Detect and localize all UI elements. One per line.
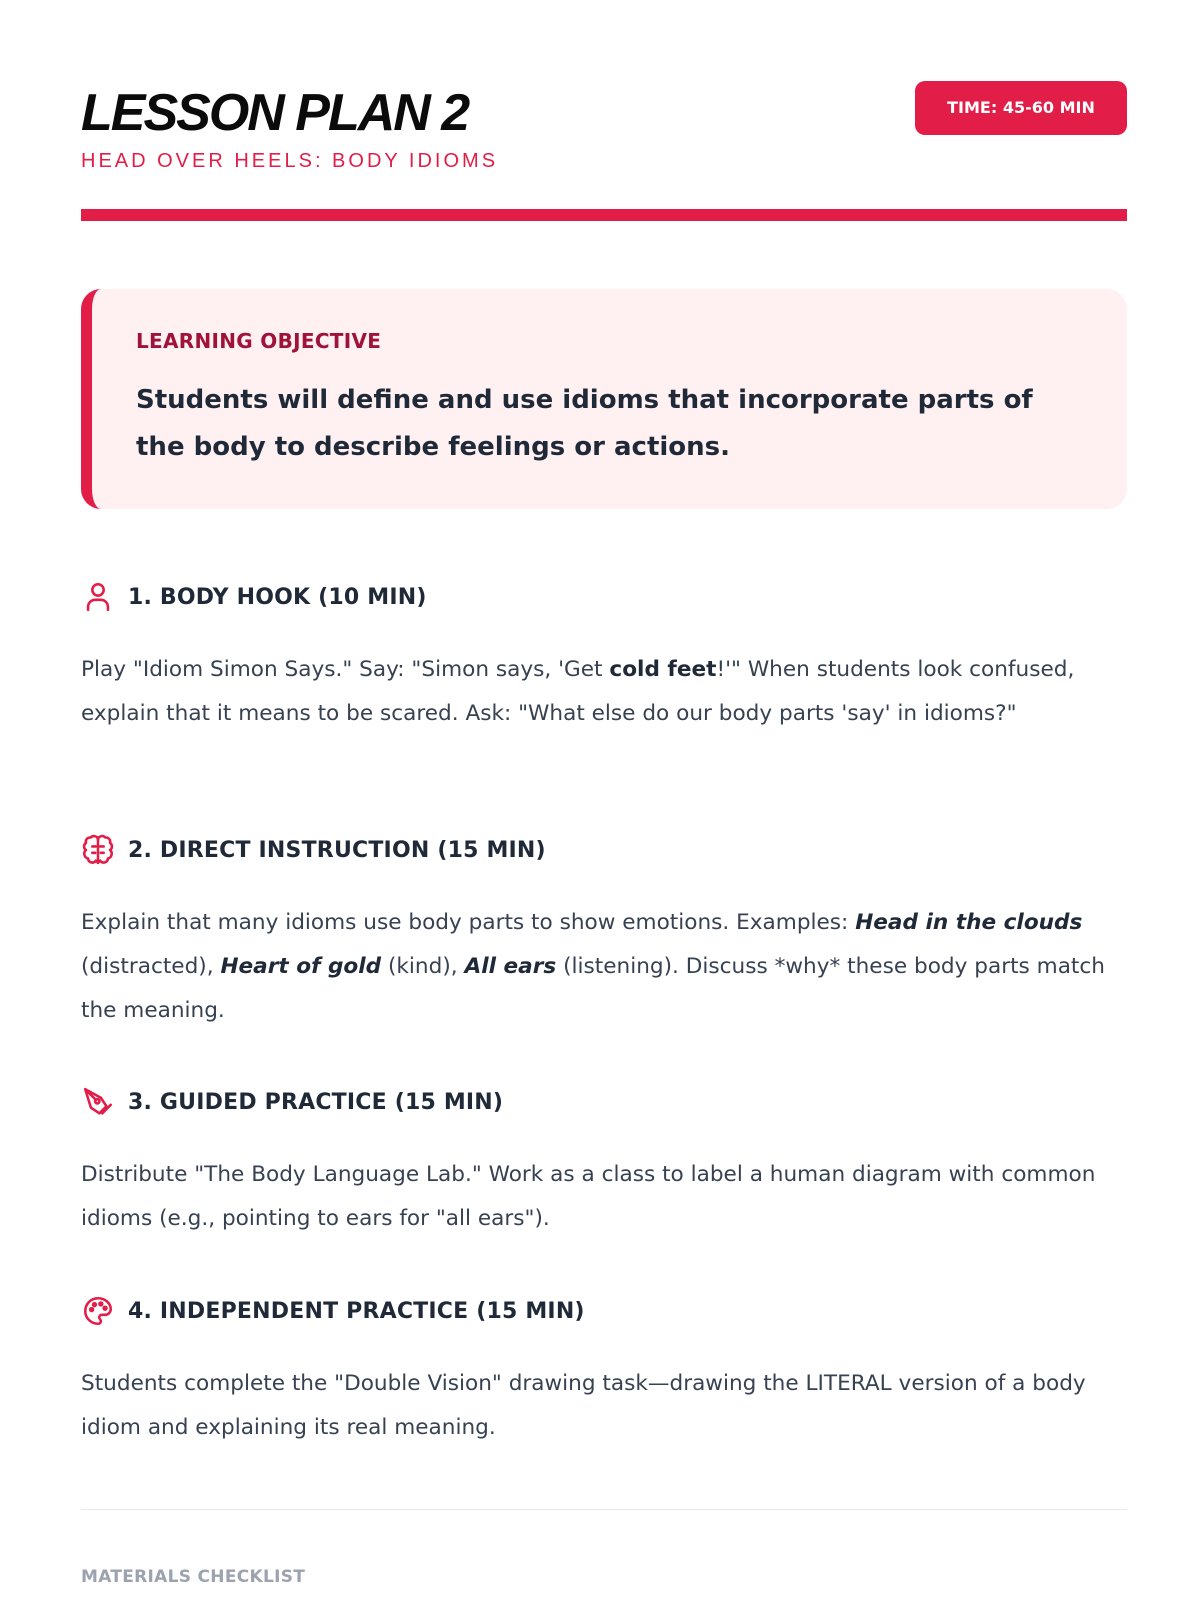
objective-label: LEARNING OBJECTIVE <box>136 329 382 353</box>
section-text: (listening). Discuss *why* these body parts match the meaning. <box>81 954 1105 1023</box>
idiom-emphasis: cold feet <box>609 657 717 682</box>
header-divider <box>81 209 1127 221</box>
section-heading-independent-practice <box>81 1291 585 1331</box>
pen-icon <box>81 1085 115 1119</box>
section-body-independent-practice: Students complete the "Double Vision" drawing task—drawing the LITERAL version of a body idiom and explaining its real meaning. <box>81 1371 1086 1440</box>
section-heading-body-hook <box>81 577 427 617</box>
palette-icon <box>81 1294 115 1328</box>
section-title: 4. INDEPENDENT PRACTICE (15 MIN) <box>128 1298 585 1324</box>
section-text: (distracted), <box>81 954 221 979</box>
section-text: Explain that many idioms use body parts to show emotions. Examples: <box>81 910 856 935</box>
section-title: 2. DIRECT INSTRUCTION (15 MIN) <box>128 837 546 863</box>
page-subtitle: HEAD OVER HEELS: BODY IDIOMS <box>81 150 499 172</box>
section-text: (kind), <box>381 954 465 979</box>
section-title: 3. GUIDED PRACTICE (15 MIN) <box>128 1089 504 1115</box>
section-body-guided-practice: Distribute "The Body Language Lab." Work as a class to label a human diagram with common idioms (e.g., pointing to ears for "all ears"). <box>81 1162 1096 1231</box>
section-text: !'" When students look confused, explain that it means to be scared. Ask: "What else do our body parts 'say' in idioms?" <box>81 657 1075 726</box>
page-title: LESSON PLAN 2 <box>81 84 469 142</box>
section-heading-guided-practice <box>81 1082 503 1122</box>
materials-checklist-label: MATERIALS CHECKLIST <box>81 1567 306 1587</box>
person-icon <box>81 580 115 614</box>
section-heading-direct-instruction <box>81 830 546 870</box>
section-text: Play "Idiom Simon Says." Say: "Simon says, 'Get <box>81 657 610 682</box>
brain-icon <box>81 833 115 867</box>
section-title: 1. BODY HOOK (10 MIN) <box>128 584 427 610</box>
section-body-direct-instruction <box>81 901 1131 1033</box>
objective-text: Students will define and use idioms that incorporate parts of the body to describe feelings or actions. <box>136 385 1033 462</box>
section-body-body-hook <box>81 648 1131 736</box>
time-badge: TIME: 45-60 MIN <box>915 81 1127 135</box>
learning-objective-card <box>81 289 1127 509</box>
idiom-emphasis: All ears <box>464 954 557 979</box>
idiom-emphasis: Heart of gold <box>220 954 382 979</box>
footer-divider <box>81 1509 1127 1510</box>
idiom-emphasis: Head in the clouds <box>855 910 1083 935</box>
